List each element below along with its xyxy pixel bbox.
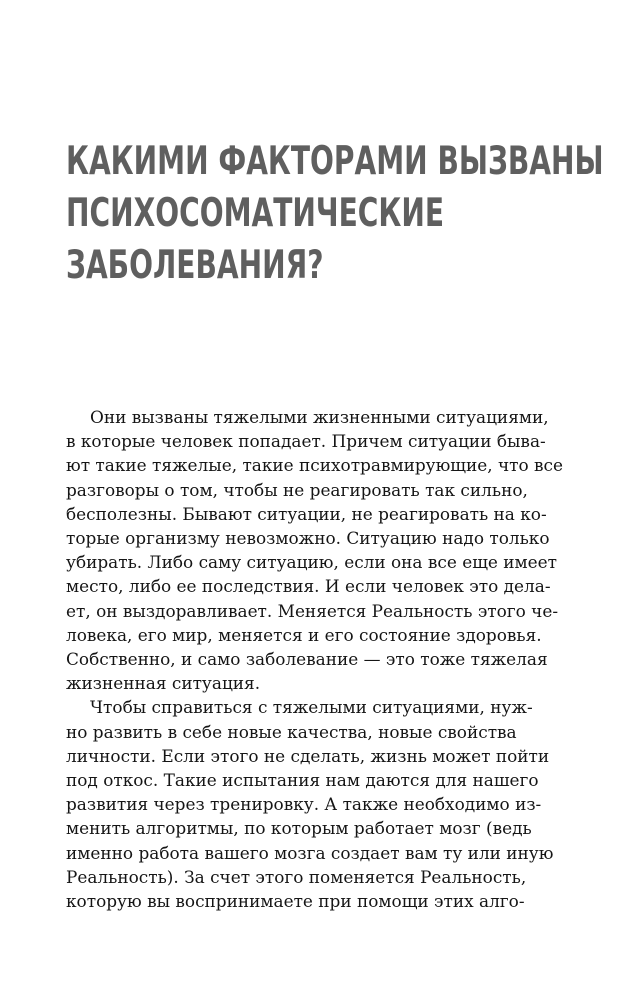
text-line: развития через тренировку. А также необходимо из- [66,794,542,815]
chapter-title-line: ПСИХОСОМАТИЧЕСКИЕ [66,191,445,236]
text-line: ловека, его мир, меняется и его состояние здоровья. [66,624,542,645]
text-line: именно работа вашего мозга создает вам ту или иную [66,842,554,863]
text-line: менить алгоритмы, по которым работает мозг (ведь [66,818,532,839]
text-line: бесполезны. Бывают ситуации, не реагировать на ко- [66,503,547,524]
text-line: но развить в себе новые качества, новые свойства [66,721,517,742]
text-line: личности. Если этого не сделать, жизнь может пойти [66,745,550,766]
text-line: Собственно, и само заболевание — это тоже тяжелая [66,649,548,670]
text-line: место, либо ее последствия. И если человек это дела- [66,576,551,597]
text-line: которую вы воспринимаете при помощи этих алго- [66,891,525,912]
chapter-title [66,136,604,292]
paragraph-1 [66,405,564,695]
text-line: жизненная ситуация. [66,673,261,694]
text-line: в которые человек попадает. Причем ситуации быва- [66,431,546,452]
chapter-title-line: ЗАБОЛЕВАНИЯ? [66,243,324,288]
text-line: под откос. Такие испытания нам даются для нашего [66,770,539,791]
chapter-title-line: КАКИМИ ФАКТОРАМИ ВЫЗВАНЫ [66,139,604,184]
text-line: Реальность). За счет этого поменяется Реальность, [66,866,527,887]
text-line: Они вызваны тяжелыми жизненными ситуациями, [90,407,549,427]
body-text [66,405,564,913]
text-line: торые организму невозможно. Ситуацию надо только [66,528,550,549]
text-line: ет, он выздоравливает. Меняется Реальность этого че- [66,600,559,621]
text-line: разговоры о том, чтобы не реагировать так сильно, [66,479,528,500]
text-line: Чтобы справиться с тяжелыми ситуациями, нуж- [90,697,533,718]
text-line: убирать. Либо саму ситуацию, если она все еще имеет [66,552,557,573]
text-line: ют такие тяжелые, такие психотравмирующие, что все [66,455,564,476]
paragraph-2 [66,695,554,913]
